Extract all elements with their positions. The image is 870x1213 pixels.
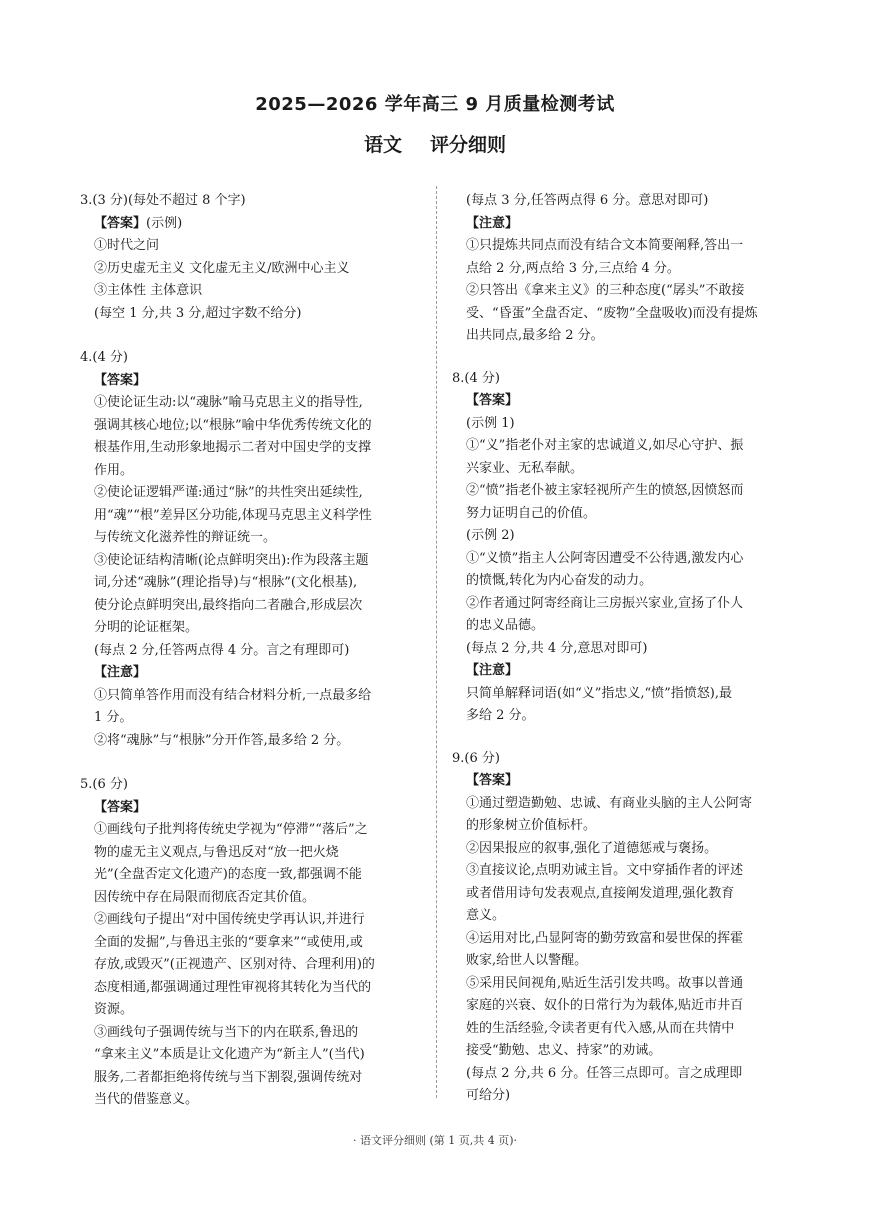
question-9 xyxy=(452,748,792,1108)
note-line: ②将“魂脉”与“根脉”分开作答,最多给 2 分。 xyxy=(94,732,350,748)
answer-line: 意义。 xyxy=(466,908,506,923)
answer-line: ③画线句子强调传统与当下的内在联系,鲁迅的 xyxy=(94,1024,359,1040)
note-line: 只简单解释词语(如“义”指忠义,“愤”指愤怒),最 xyxy=(466,685,732,701)
answer-label: 【答案】 xyxy=(466,773,519,788)
question-5-head: 5.(6 分) xyxy=(80,777,128,792)
answer-line: ②作者通过阿寄经商让三房振兴家业,宣扬了仆人 xyxy=(466,595,744,611)
answer-label: 【答案】 xyxy=(94,372,147,388)
answer-label: 【答案】 xyxy=(466,393,519,408)
question-3-head: 3.(3 分)(每处不超过 8 个字) xyxy=(80,193,246,208)
answer-line: 强调其核心地位;以“根脉”喻中华优秀传统文化的 xyxy=(94,417,372,433)
question-5-continued xyxy=(452,190,792,348)
note-line: ②只答出《拿来主义》的三种态度(“孱头”不敢接 xyxy=(466,283,745,298)
answer-line: 当代的借鉴意义。 xyxy=(94,1092,199,1107)
answer-line: 存放,或毁灭”(正视遗产、区别对待、合理利用)的 xyxy=(94,957,375,972)
answer-line: 作用。 xyxy=(94,462,134,478)
answer-label: 【答案】 xyxy=(94,215,147,231)
answer-line: 兴家业、无私奉献。 xyxy=(466,460,584,476)
answer-line: 姓的生活经验,令读者更有代入感,从而在共情中 xyxy=(466,1020,735,1036)
answer-line: ②使论证逻辑严谨:通过“脉”的共性突出延续性, xyxy=(94,485,363,500)
answer-line: ③直接议论,点明劝诫主旨。文中穿插作者的评述 xyxy=(466,863,744,878)
question-8-head: 8.(4 分) xyxy=(452,370,500,386)
answer-line: 物的虚无主义观点,与鲁迅反对“放一把火烧 xyxy=(94,844,339,860)
answer-line: ①使论证生动:以“魂脉”喻马克思主义的指导性, xyxy=(94,395,363,410)
answer-line: ①通过塑造勤勉、忠诚、有商业头脑的主人公阿寄 xyxy=(466,795,753,811)
answer-line: ②因果报应的叙事,强化了道德惩戒与褒扬。 xyxy=(466,840,718,856)
answer-line: 态度相通,都强调通过理性审视将其转化为当代的 xyxy=(94,979,372,995)
answer-label: 【答案】 xyxy=(94,799,147,815)
answer-line: ④运用对比,凸显阿寄的勤劳致富和晏世保的挥霍 xyxy=(466,930,744,946)
example-note: (示例) xyxy=(146,215,183,231)
answer-line: 的忠义品德。 xyxy=(466,618,545,633)
answer-line: 败家,给世人以警醒。 xyxy=(466,953,588,968)
note-line: 点给 2 分,两点给 3 分,三点给 4 分。 xyxy=(466,260,680,276)
answer-line: 家庭的兴衰、奴仆的日常行为为载体,贴近市井百 xyxy=(466,998,744,1013)
answer-line: ①“义”指老仆对主家的忠诚道义,如尽心守护、振 xyxy=(466,438,744,453)
note-line: 多给 2 分。 xyxy=(466,708,535,723)
answer-line: ③使论证结构清晰(论点鲜明突出):作为段落主题 xyxy=(94,552,369,568)
note-label: 【注意】 xyxy=(466,663,519,678)
answer-line: 服务,二者都拒绝将传统与当下割裂,强调传统对 xyxy=(94,1069,363,1085)
answer-heading xyxy=(80,213,425,236)
score-rule: (每点 2 分,共 6 分。任答三点即可。言之成理即 xyxy=(466,1065,743,1081)
note-line: ①只简单答作用而没有结合材料分析,一点最多给 xyxy=(94,687,372,703)
answer-line: 与传统文化滋养性的辩证统一。 xyxy=(94,530,277,545)
score-rule: (每点 2 分,共 4 分,意思对即可) xyxy=(466,640,648,656)
question-4 xyxy=(80,347,425,752)
answer-line: 努力证明自己的价值。 xyxy=(466,505,597,521)
answer-line: 因传统中存在局限而彻底否定其价值。 xyxy=(94,889,316,905)
answer-line: “拿来主义”本质是让文化遗产为“新主人”(当代) xyxy=(94,1047,365,1062)
score-rule: (每空 1 分,共 3 分,超过字数不给分) xyxy=(94,305,302,321)
answer-line: 资源。 xyxy=(94,1002,134,1017)
question-5 xyxy=(80,774,425,1112)
right-column xyxy=(452,190,792,1108)
question-9-head: 9.(6 分) xyxy=(452,750,500,766)
question-4-head: 4.(4 分) xyxy=(80,350,128,365)
answer-line: ②历史虚无主义 文化虚无主义/欧洲中心主义 xyxy=(94,260,350,276)
answer-line: 光”(全盘否定文化遗产)的态度一致,都强调不能 xyxy=(94,867,362,882)
answer-line: 的形象树立价值标杆。 xyxy=(466,818,597,833)
answer-line: 或者借用诗句发表观点,直接阐发道理,强化教育 xyxy=(466,885,735,901)
page-subtitle xyxy=(0,130,870,157)
answer-line: ②“愤”指老仆被主家轻视所产生的愤怒,因愤怒而 xyxy=(466,483,744,498)
answer-line: 接受“勤勉、忠义、持家”的劝诫。 xyxy=(466,1043,662,1058)
score-rule: (每点 2 分,任答两点得 4 分。言之有理即可) xyxy=(94,642,350,658)
answer-line: ②画线句子提出“对中国传统史学再认识,并进行 xyxy=(94,912,365,927)
question-8 xyxy=(452,368,792,728)
answer-line: 分明的论证框架。 xyxy=(94,620,199,635)
example-label: (示例 1) xyxy=(466,415,515,431)
example-label: (示例 2) xyxy=(466,528,515,543)
answer-line: 用“魂”“根”差异区分功能,体现马克思主义科学性 xyxy=(94,507,372,523)
subject-label: 语文 xyxy=(363,134,402,156)
answer-line: 使分论点鲜明突出,最终指向二者融合,形成层次 xyxy=(94,597,363,613)
answer-line: 词,分述“魂脉”(理论指导)与“根脉”(文化根基), xyxy=(94,575,358,590)
column-divider xyxy=(436,186,437,1098)
answer-line: 的愤慨,转化为内心奋发的动力。 xyxy=(466,573,653,588)
question-3 xyxy=(80,190,425,325)
note-line: ①只提炼共同点而没有结合文本简要阐释,答出一 xyxy=(466,238,744,253)
note-line: 受、“昏蛋”全盘否定、“废物”全盘吸收)而没有提炼 xyxy=(466,305,758,321)
note-label: 【注意】 xyxy=(94,665,147,680)
answer-line: ①“义愤”指主人公阿寄因遭受不公待遇,激发内心 xyxy=(466,550,744,566)
subtitle-label: 评分细则 xyxy=(430,134,507,156)
answer-line: ①画线句子批判将传统史学视为“停滞”“落后”之 xyxy=(94,822,368,837)
answer-line: 根基作用,生动形象地揭示二者对中国史学的支撑 xyxy=(94,440,372,455)
note-line: 1 分。 xyxy=(94,710,133,725)
score-rule: 可给分) xyxy=(466,1088,511,1103)
answer-line: 全面的发掘”,与鲁迅主张的“要拿来”“或使用,或 xyxy=(94,934,363,950)
page-footer: · 语文评分细则 (第 1 页,共 4 页)· xyxy=(352,1134,518,1147)
answer-line: ①时代之问 xyxy=(94,238,160,253)
answer-line: ③主体性 主体意识 xyxy=(94,283,203,298)
note-line: 出共同点,最多给 2 分。 xyxy=(466,328,604,343)
score-rule: (每点 3 分,任答两点得 6 分。意思对即可) xyxy=(466,193,709,208)
left-column xyxy=(80,190,425,1112)
note-label: 【注意】 xyxy=(466,215,519,231)
page-title: 2025—2026 学年高三 9 月质量检测考试 xyxy=(255,94,615,115)
answer-line: ⑤采用民间视角,贴近生活引发共鸣。故事以普通 xyxy=(466,975,744,991)
